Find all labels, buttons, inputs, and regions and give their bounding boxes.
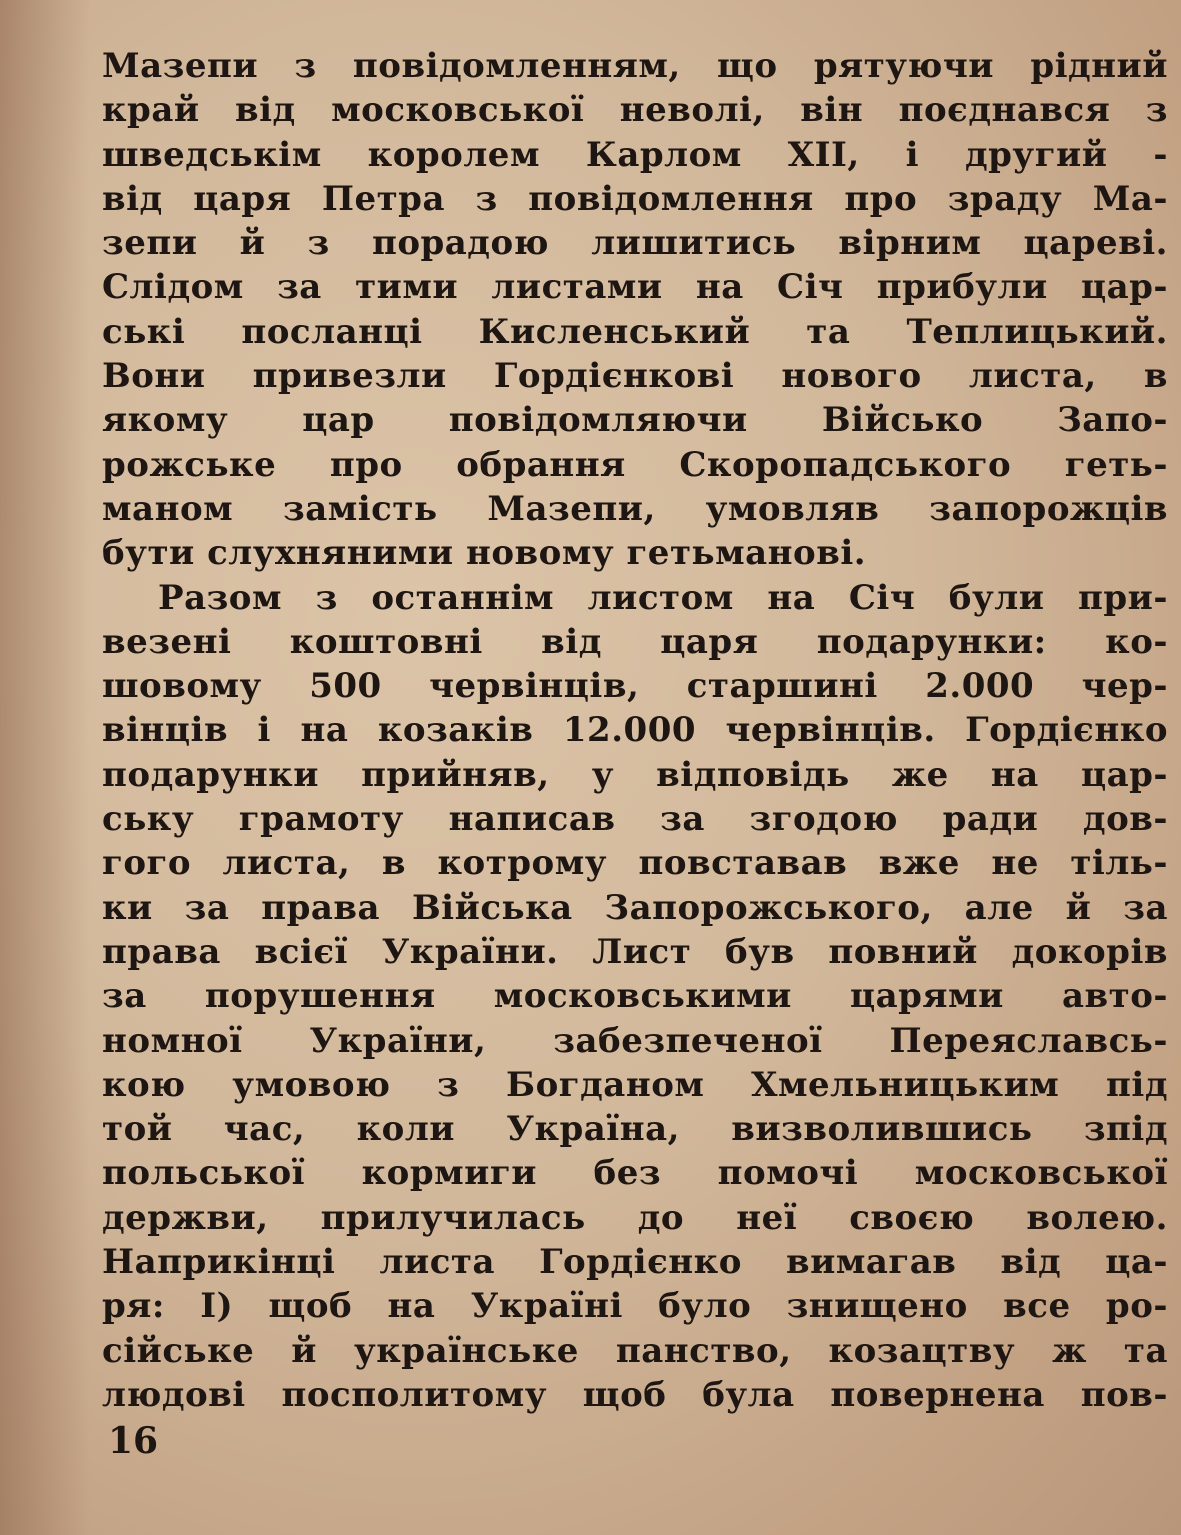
text-line: той час, коли Україна, визволившись зпід	[102, 1109, 1168, 1150]
text-line: за порушення московськими царями авто-	[102, 976, 1168, 1017]
text-line: маном замість Мазепи, умовляв запорожців	[102, 488, 1168, 529]
text-line: держви, прилучилась до неї своєю волею.	[102, 1197, 1168, 1238]
text-line: Вони привезли Гордієнкові нового листа, в	[102, 356, 1168, 397]
text-line: польської кормиги без помочі московської	[102, 1153, 1168, 1194]
text-line: від царя Петра з повідомлення про зраду Ма-	[102, 178, 1168, 219]
text-line: рожське про обрання Скоропадського геть-	[102, 444, 1168, 485]
paragraph-last-line: бути слухняними новому гетьманові.	[102, 533, 867, 574]
body-text	[102, 44, 1168, 1417]
text-line: права всієї України. Лист був повний докорів	[102, 931, 1168, 972]
text-line: номної України, забезпеченої Переяславсь-	[102, 1020, 1168, 1061]
text-line: Мазепи з повідомленням, що рятуючи рідний	[102, 46, 1168, 86]
text-line: ські посланці Кисленський та Теплицький.	[102, 311, 1168, 352]
text-line: якому цар повідомляючи Військо Запо-	[102, 400, 1168, 441]
text-line: везені коштовні від царя подарунки: ко-	[102, 621, 1168, 662]
text-line: ську грамоту написав за згодою ради дов-	[102, 799, 1168, 840]
text-line: Наприкінці листа Гордієнко вимагав від ца-	[102, 1242, 1168, 1283]
text-line: ря: І) щоб на Україні було знищено все ро-	[102, 1286, 1168, 1327]
text-line: вінців і на козаків 12.000 червінців. Гордієнко	[102, 710, 1168, 751]
text-line: шведськім королем Карлом XII, і другий -	[102, 134, 1168, 175]
text-line: шовому 500 червінців, старшині 2.000 чер-	[102, 666, 1168, 707]
text-line: сійське й українське панство, козацтву ж та	[102, 1330, 1168, 1371]
page-number: 16	[108, 1420, 159, 1462]
text-line: край від московської неволі, він поєднався з	[102, 90, 1168, 131]
text-line: Слідом за тими листами на Січ прибули цар-	[102, 267, 1168, 308]
text-line: подарунки прийняв, у відповідь же на цар-	[102, 754, 1168, 795]
page-gutter-shadow	[0, 0, 90, 1535]
text-line: кою умовою з Богданом Хмельницьким під	[102, 1064, 1168, 1105]
text-line: зепи й з порадою лишитись вірним цареві.	[102, 223, 1168, 264]
text-line: людові посполитому щоб була повернена пов-	[102, 1374, 1168, 1415]
text-line: гого листа, в котрому повставав вже не тіль-	[102, 843, 1168, 884]
paragraph-first-line: Разом з останнім листом на Січ були при-	[158, 577, 1168, 618]
text-line: ки за права Війська Запорожського, але й за	[102, 887, 1168, 928]
